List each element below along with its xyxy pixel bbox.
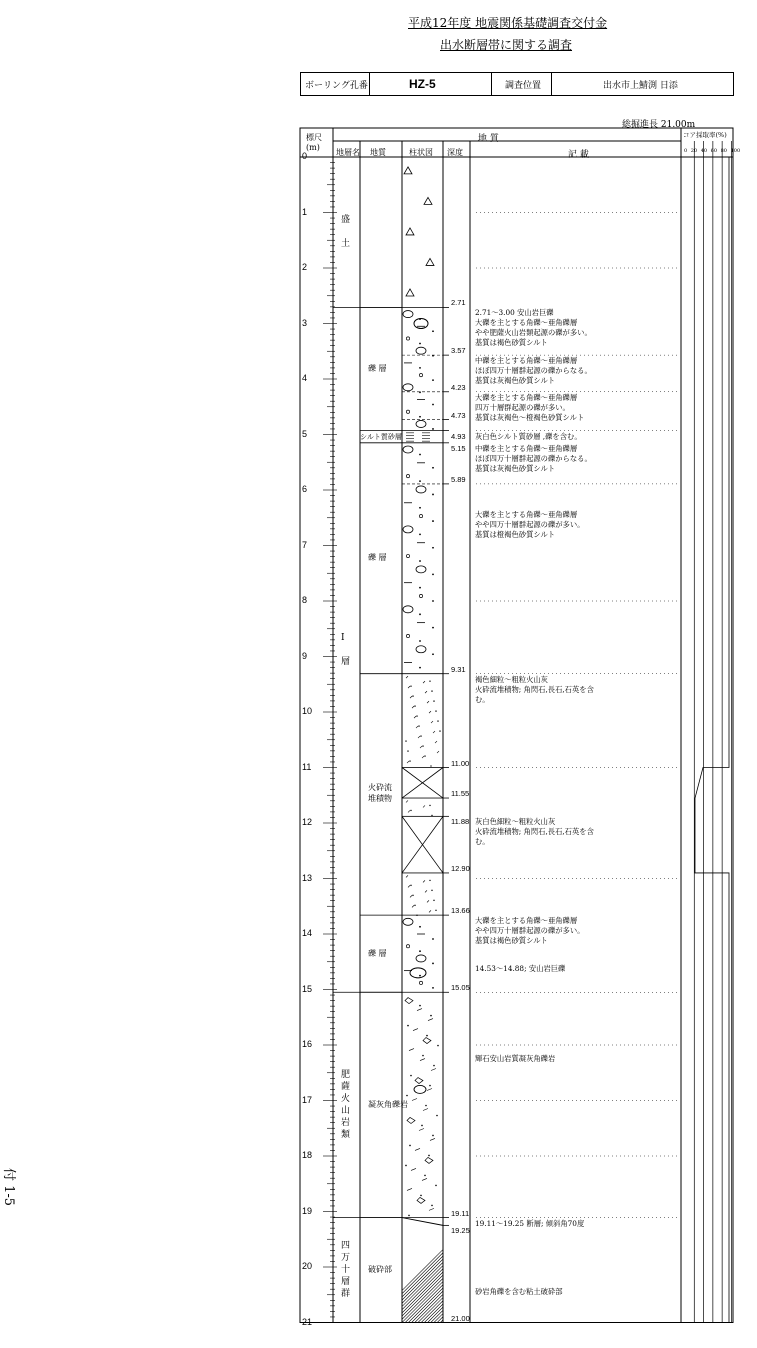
description-line: 大礫を主とする角礫～亜角礫層: [475, 510, 578, 520]
description-line: 中礫を主とする角礫～亜角礫層: [475, 443, 578, 453]
description-line: 灰白色細粒～粗粒火山灰: [475, 817, 556, 827]
depth-label: 9.31: [451, 664, 466, 674]
description-line: 基質は褐色砂質シルト: [475, 936, 548, 946]
stratum-label: 肥 薩 火 山 岩 類: [341, 1069, 351, 1140]
depth-label: 5.15: [451, 443, 466, 453]
geology-label: 礫 層: [368, 553, 387, 563]
boring-no-value: HZ-5: [409, 77, 436, 91]
description-block: [475, 308, 592, 348]
description-line: 基質は褐色砂質シルト: [475, 338, 548, 348]
scale-label: 10: [302, 706, 313, 716]
depth-label: 5.89: [451, 474, 466, 484]
scale-label: 4: [302, 373, 308, 383]
description-line: 四万十層群起源の礫が多い。: [475, 402, 570, 412]
description-line: 基質は灰褐色～橙褐色砂質シルト: [475, 412, 585, 422]
depth-label: 3.57: [451, 346, 466, 356]
total-depth: 総掘進長 21.00m: [622, 120, 696, 130]
scale-label: 7: [302, 539, 308, 550]
description-line: 輝石安山岩質凝灰角礫岩: [475, 1054, 556, 1064]
core-recovery-header: コア採取率(%): [683, 131, 727, 139]
geology-label: 破砕部: [368, 1265, 392, 1275]
description-header: 記 載: [568, 150, 589, 160]
description-line: 火砕流堆積物; 角閃石,長石,石英を含: [475, 684, 594, 694]
boring-no-label: ボーリング孔番: [305, 81, 368, 91]
scale-label: 19: [302, 1205, 313, 1216]
description-block: [475, 432, 582, 442]
description-line: 14.53～14.88; 安山岩巨礫: [475, 964, 566, 974]
scale-label: 1: [302, 206, 308, 217]
scale-label: 0: [302, 151, 308, 161]
depth-label: 4.93: [451, 431, 466, 441]
scale-label: 3: [302, 317, 308, 328]
depth-label: 19.25: [451, 1226, 470, 1236]
scale-label: 17: [302, 1094, 313, 1105]
scale-label: 20: [302, 1261, 313, 1271]
description-block: [475, 964, 565, 974]
scale-label: 2: [302, 262, 308, 272]
depth-label: 19.11: [451, 1208, 470, 1218]
stratum-label: 盛 土: [341, 215, 351, 250]
description-block: [475, 675, 594, 705]
scale-label: 12: [302, 817, 313, 827]
report-title: 平成12年度 地震関係基礎調査交付金: [408, 16, 608, 30]
scale-header: 標尺 (m): [306, 133, 322, 152]
description-block: [475, 1287, 563, 1297]
description-line: 基質は灰褐色砂質シルト: [475, 463, 556, 473]
description-line: 灰白色シルト質砂層 ,礫を含む。: [475, 431, 582, 441]
depth-label: 15.05: [451, 983, 470, 993]
description-line: やや四万十層群起源の礫が多い。: [475, 926, 585, 936]
stratum-label: Ⅰ 層: [341, 632, 351, 667]
description-line: 大礫を主とする角礫～亜角礫層: [475, 916, 578, 926]
scale-label: 11: [302, 761, 312, 772]
description-line: む。: [475, 694, 490, 704]
description-block: [475, 393, 584, 423]
description-line: ほぼ四万十層群起源の礫からなる。: [475, 366, 592, 376]
depth-label: 21.00: [451, 1313, 470, 1323]
report-subtitle: 出水断層帯に関する調査: [440, 38, 573, 52]
description-line: 褐色細粒～粗粒火山灰: [475, 674, 548, 684]
geology-label: 礫 層: [368, 948, 387, 958]
description-line: 大礫を主とする角礫～亜角礫層: [475, 318, 578, 328]
description-block: [475, 444, 592, 474]
scale-label: 18: [302, 1150, 313, 1160]
description-line: 砂岩角礫を含む粘土破砕部: [475, 1287, 563, 1297]
scale-label: 13: [302, 872, 313, 883]
geology-header: 地質: [370, 148, 386, 157]
description-line: ほぼ四万十層群起源の礫からなる。: [475, 453, 592, 463]
description-line: 火砕流堆積物; 角閃石,長石,石英を含: [475, 827, 594, 837]
core-recovery-ticks: 0 20 40 60 80 100: [684, 148, 741, 154]
description-block: [475, 510, 584, 540]
scale-label: 5: [302, 428, 308, 439]
depth-header: 深度: [447, 148, 463, 157]
column-header: 柱状図: [409, 148, 433, 157]
description-block: [475, 1219, 584, 1229]
geology-label: 凝灰角礫岩: [368, 1099, 408, 1109]
location-value: 出水市上鯖渕 日添: [603, 81, 678, 91]
description-line: む。: [475, 837, 490, 847]
scale-label: 6: [302, 484, 308, 494]
description-block: [475, 817, 594, 847]
geology-label: シルト質砂層: [360, 432, 402, 441]
depth-label: 11.55: [451, 789, 470, 799]
description-line: 中礫を主とする角礫～亜角礫層: [475, 356, 578, 366]
depth-label: 11.00: [451, 758, 470, 768]
scale-label: 8: [302, 595, 308, 605]
description-block: [475, 916, 584, 946]
scale-label: 16: [302, 1039, 313, 1049]
scale-label: 21: [302, 1316, 313, 1327]
depth-label: 12.90: [451, 863, 470, 873]
depth-label: 11.88: [451, 817, 470, 827]
description-line: 2.71～3.00 安山岩巨礫: [475, 308, 554, 318]
description-block: [475, 1054, 555, 1064]
depth-label: 13.66: [451, 906, 470, 916]
scale-label: 9: [302, 650, 308, 661]
depth-label: 4.73: [451, 410, 466, 420]
description-line: やや四万十層群起源の礫が多い。: [475, 520, 585, 530]
description-line: 19.11～19.25 断層; 傾斜角70度: [475, 1218, 585, 1228]
location-label: 調査位置: [505, 81, 542, 91]
stratum-label: 四 万 十 層 群: [341, 1241, 351, 1300]
description-block: [475, 356, 592, 386]
description-line: 基質は灰褐色砂質シルト: [475, 376, 556, 386]
scale-label: 14: [302, 928, 313, 938]
geology-label: 礫 層: [368, 364, 387, 373]
description-line: 基質は橙褐色砂質シルト: [475, 530, 556, 540]
depth-label: 4.23: [451, 382, 466, 392]
geology-group-header: 地 質: [478, 134, 499, 144]
geology-label: 火砕流 堆積物: [368, 783, 392, 804]
description-line: 大礫を主とする角礫～亜角礫層: [475, 392, 578, 402]
page-number: 付 1-5: [1, 1168, 16, 1207]
description-line: やや肥薩火山岩類起源の礫が多い。: [475, 328, 592, 338]
depth-label: 2.71: [451, 298, 466, 308]
scale-label: 15: [302, 983, 313, 994]
stratum-header: 地層名: [336, 148, 360, 157]
